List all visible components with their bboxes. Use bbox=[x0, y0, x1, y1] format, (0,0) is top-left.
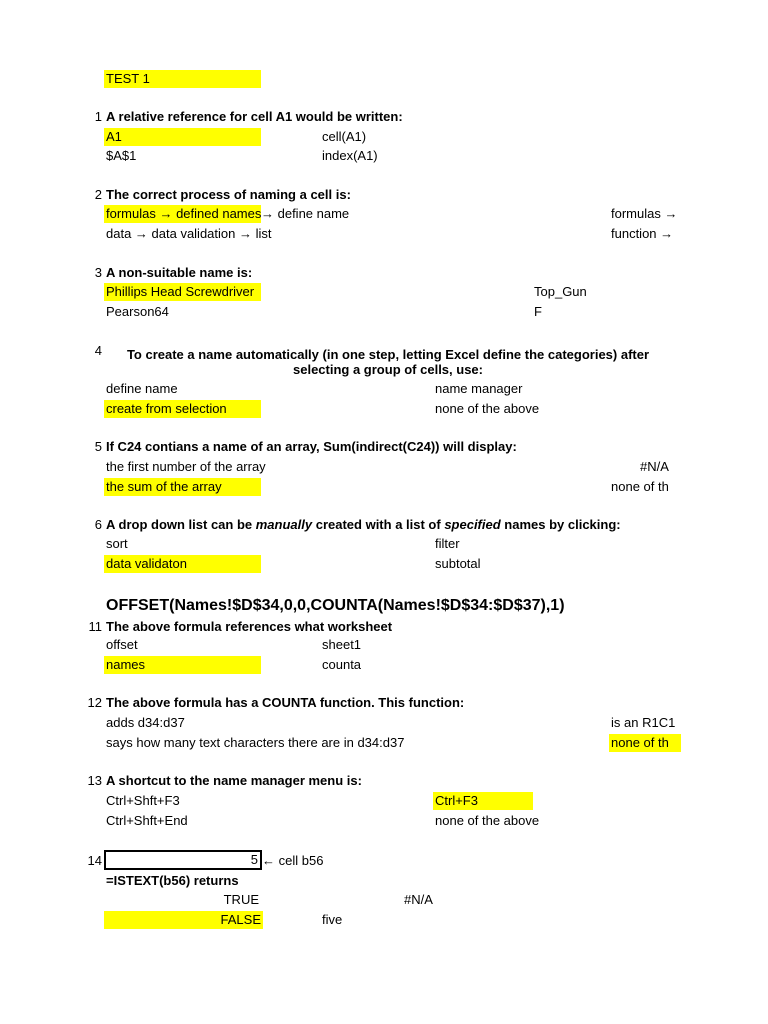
answer-option[interactable]: none of the above bbox=[435, 401, 540, 416]
answer-option[interactable]: sort bbox=[106, 536, 128, 551]
question-text bbox=[106, 516, 621, 534]
answer-option[interactable]: says how many text characters there are in d34:d37 bbox=[106, 735, 405, 750]
question-number: 12 bbox=[87, 695, 102, 710]
question-text-part: names by clicking: bbox=[500, 517, 621, 532]
answer-option[interactable]: index(A1) bbox=[322, 148, 378, 163]
answer-option[interactable]: is an R1C1 bbox=[611, 715, 676, 730]
answer-option[interactable]: subtotal bbox=[435, 556, 481, 571]
answer-option[interactable]: Ctrl+Shft+End bbox=[106, 813, 188, 828]
answer-option[interactable]: data → data validation → list bbox=[106, 226, 272, 241]
question-number: 13 bbox=[87, 773, 102, 788]
answer-option[interactable]: offset bbox=[106, 637, 138, 652]
answer-option[interactable]: #N/A bbox=[640, 459, 669, 474]
answer-option[interactable]: sheet1 bbox=[322, 637, 362, 652]
question-text: To create a name automatically (in one step, letting Excel define the categories) after selecting a group of cells, use: bbox=[126, 347, 650, 377]
answer-option[interactable]: Ctrl+F3 bbox=[433, 792, 533, 810]
answer-option[interactable]: the sum of the array bbox=[104, 478, 261, 496]
question-text: If C24 contians a name of an array, Sum(indirect(C24)) will display: bbox=[106, 439, 517, 454]
answer-option[interactable]: the first number of the array bbox=[106, 459, 266, 474]
question-number: 4 bbox=[94, 343, 102, 358]
formula-text[interactable]: OFFSET(Names!$D$34,0,0,COUNTA(Names!$D$34:$D$37),1) bbox=[106, 597, 565, 614]
answer-option[interactable]: five bbox=[322, 912, 343, 927]
question-text-emphasis: manually bbox=[255, 517, 313, 532]
answer-option[interactable]: none of th bbox=[611, 479, 669, 494]
answer-option[interactable]: Phillips Head Screwdriver bbox=[104, 283, 261, 301]
answer-option[interactable]: none of th bbox=[609, 734, 681, 752]
answer-option[interactable]: none of the above bbox=[435, 813, 540, 828]
answer-option-overflow: → define name bbox=[261, 206, 350, 221]
answer-option[interactable]: Pearson64 bbox=[106, 304, 169, 319]
question-text-emphasis: specified bbox=[444, 517, 501, 532]
question-text: A relative reference for cell A1 would be written: bbox=[106, 109, 403, 124]
question-text: A shortcut to the name manager menu is: bbox=[106, 773, 362, 788]
answer-option[interactable]: F bbox=[534, 304, 542, 319]
question-number: 2 bbox=[94, 187, 102, 202]
answer-option[interactable]: name manager bbox=[435, 381, 523, 396]
question-text: The above formula references what worksheet bbox=[106, 619, 393, 634]
answer-option[interactable]: cell(A1) bbox=[322, 129, 367, 144]
test-title[interactable]: TEST 1 bbox=[104, 70, 261, 88]
answer-option[interactable]: create from selection bbox=[104, 400, 261, 418]
question-number: 14 bbox=[87, 853, 102, 868]
answer-option[interactable]: formulas → bbox=[611, 206, 678, 221]
question-number: 6 bbox=[94, 517, 102, 532]
selected-cell-b56[interactable]: 5 bbox=[104, 850, 262, 870]
answer-option[interactable]: function → bbox=[611, 226, 674, 241]
answer-option[interactable]: counta bbox=[322, 657, 362, 672]
question-text: The correct process of naming a cell is: bbox=[106, 187, 351, 202]
answer-option[interactable]: TRUE bbox=[223, 892, 259, 907]
answer-option[interactable]: Ctrl+Shft+F3 bbox=[106, 793, 180, 808]
question-text: The above formula has a COUNTA function. This function: bbox=[106, 695, 465, 710]
question-number: 3 bbox=[94, 265, 102, 280]
answer-option[interactable]: formulas → defined names bbox=[106, 206, 262, 221]
answer-option[interactable]: #N/A bbox=[404, 892, 433, 907]
answer-option[interactable]: adds d34:d37 bbox=[106, 715, 185, 730]
answer-option[interactable]: $A$1 bbox=[106, 148, 137, 163]
answer-option[interactable]: Top_Gun bbox=[534, 284, 587, 299]
answer-option[interactable]: data validaton bbox=[104, 555, 261, 573]
answer-option[interactable]: FALSE bbox=[104, 911, 263, 929]
question-number: 5 bbox=[94, 439, 102, 454]
question-text-part: created with a list of bbox=[312, 517, 445, 532]
question-number: 11 bbox=[88, 619, 102, 634]
question-text-part: A drop down list can be bbox=[106, 517, 256, 532]
question-text: =ISTEXT(b56) returns bbox=[106, 873, 239, 888]
answer-option[interactable]: names bbox=[104, 656, 261, 674]
cell-pointer-label: ← cell b56 bbox=[262, 853, 324, 868]
answer-option[interactable]: filter bbox=[435, 536, 460, 551]
answer-option[interactable]: A1 bbox=[104, 128, 261, 146]
question-text: A non-suitable name is: bbox=[106, 265, 253, 280]
question-number: 1 bbox=[94, 109, 102, 124]
answer-option[interactable]: define name bbox=[106, 381, 178, 396]
